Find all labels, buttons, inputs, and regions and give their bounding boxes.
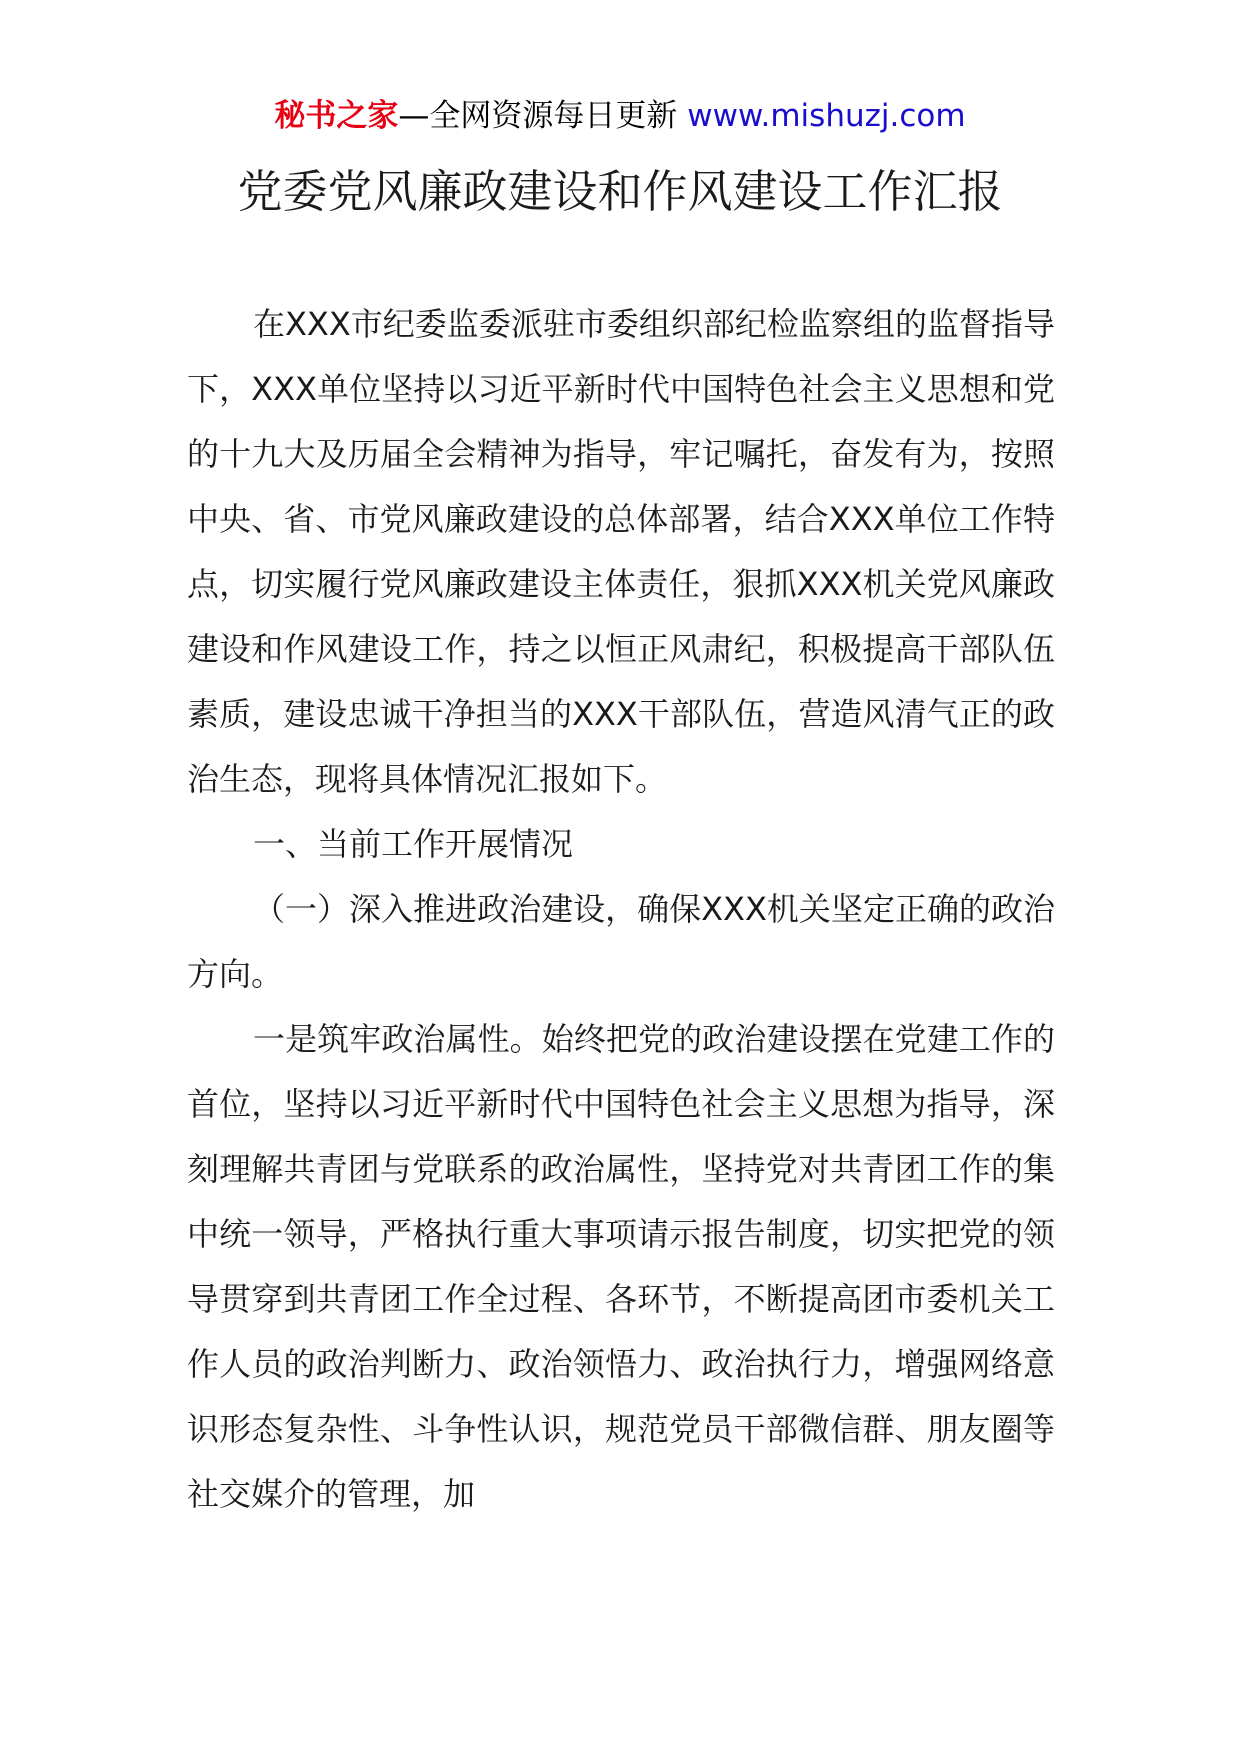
site-url-link[interactable]: www.mishuzj.com: [687, 98, 966, 134]
site-slogan: —全网资源每日更新: [398, 98, 678, 134]
section-heading: 一、当前工作开展情况: [253, 825, 574, 863]
site-header: [0, 96, 1240, 136]
body-paragraph: 一是筑牢政治属性。始终把党的政治建设摆在党建工作的首位，坚持以习近平新时代中国特色社会主义思想为指导，深刻理解共青团与党联系的政治属性，坚持党对共青团工作的集中统一领导，严格执行重大事项请示报告制度，切实把党的领导贯穿到共青团工作全过程、各环节，不断提高团市委机关工作人员的政治判断力、政治领悟力、政治执行力，增强网络意识形态复杂性、斗争性认识，规范党员干部微信群、朋友圈等社交媒介的管理，加: [187, 1020, 1055, 1513]
intro-paragraph: 在XXX市纪委监委派驻市委组织部纪检监察组的监督指导下，XXX单位坚持以习近平新时代中国特色社会主义思想和党的十九大及历届全会精神为指导，牢记嘱托，奋发有为，按照中央、省、市党风廉政建设的总体部署，结合XXX单位工作特点，切实履行党风廉政建设主体责任，狠抓XXX机关党风廉政建设和作风建设工作，持之以恒正风肃纪，积极提高干部队伍素质，建设忠诚干净担当的XXX干部队伍，营造风清气正的政治生态，现将具体情况汇报如下。: [187, 305, 1055, 798]
subsection-heading: （一）深入推进政治建设，确保XXX机关坚定正确的政治方向。: [187, 890, 1055, 993]
site-name: 秘书之家: [274, 98, 399, 134]
document-body: [187, 292, 1055, 1527]
document-title: 党委党风廉政建设和作风建设工作汇报: [237, 165, 1003, 218]
